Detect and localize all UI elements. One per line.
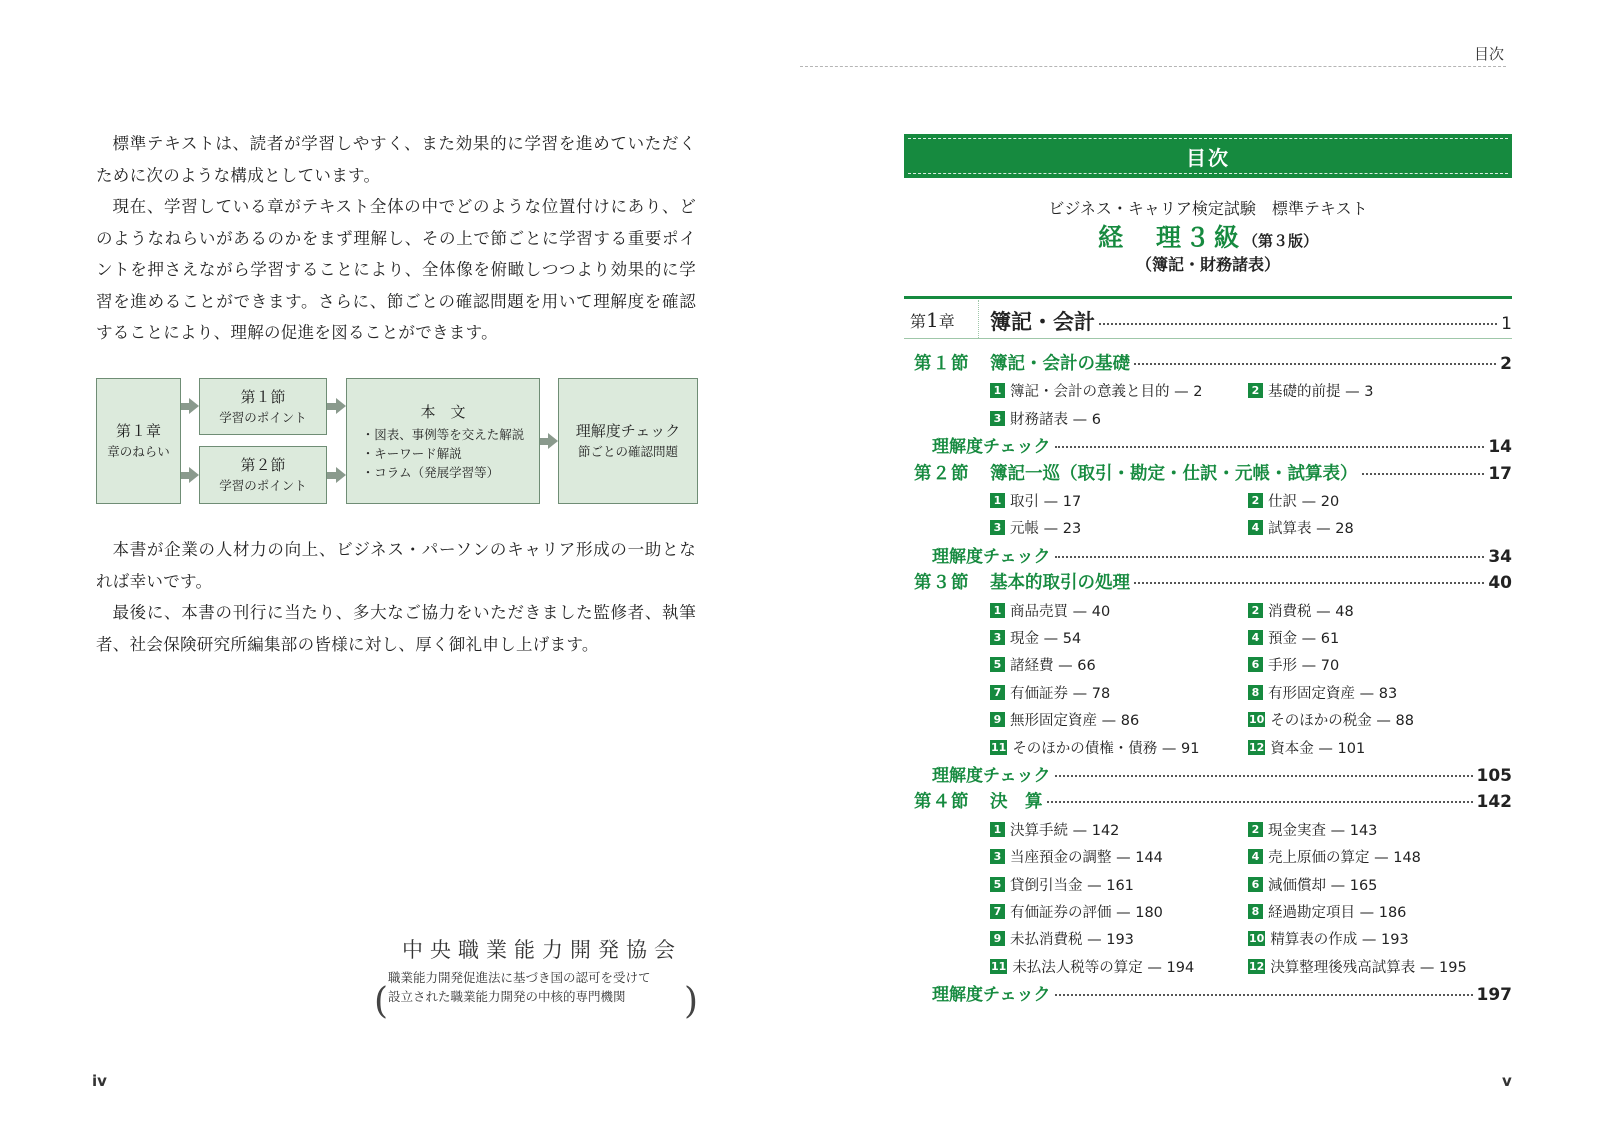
preface-closing: [96, 534, 696, 660]
item-label: 精算表の作成 — 193: [1270, 932, 1409, 949]
paren-close: ): [684, 981, 699, 1022]
toc-subsection-item[interactable]: [990, 709, 1139, 730]
toc-subsection-item[interactable]: [1248, 846, 1421, 867]
flow-box-check: [558, 378, 698, 504]
preface-paragraph: 標準テキストは、読者が学習しやすく、また効果的に学習を進めていただくために次のような構成としています。: [96, 134, 696, 185]
item-number-badge: 2: [1248, 603, 1263, 618]
toc-banner: [904, 134, 1512, 178]
item-number-badge: 1: [990, 383, 1005, 398]
toc-subsection-item[interactable]: [1248, 627, 1339, 648]
flow-box-title: 第１章: [115, 422, 161, 440]
item-number-badge: 10: [1249, 713, 1265, 727]
dot-leader: [1099, 323, 1497, 325]
item-number-badge: 7: [990, 904, 1005, 919]
book-edition: （第３版）: [1243, 232, 1319, 250]
item-label: 試算表 — 28: [1268, 521, 1354, 538]
flow-box-title: 第１節: [240, 387, 286, 406]
section-title: 決 算: [990, 792, 1043, 813]
toc-chapter-entry[interactable]: [990, 306, 1512, 336]
toc-check-entry[interactable]: [932, 542, 1512, 567]
item-label: 消費税 — 48: [1268, 603, 1354, 620]
item-number-badge: 3: [990, 849, 1005, 864]
item-label: 有形固定資産 — 83: [1268, 685, 1398, 702]
item-number-badge: 5: [990, 657, 1005, 672]
item-number-badge: 8: [1248, 904, 1263, 919]
toc-section-entry[interactable]: [914, 788, 1512, 813]
page-ref: 142: [1476, 792, 1512, 813]
preface-paragraph: 本書が企業の人材力の向上、ビジネス・パーソンのキャリア形成の一助となれば幸いです。: [96, 540, 696, 591]
item-label: 商品売買 — 40: [1010, 603, 1111, 620]
preface-body: [96, 128, 696, 349]
item-number-badge: 7: [990, 685, 1005, 700]
toc-subsection-item[interactable]: [990, 846, 1163, 867]
book-subtitle: ビジネス・キャリア検定試験 標準テキスト: [1048, 199, 1368, 218]
toc-subsection-item[interactable]: [1248, 517, 1354, 538]
item-label: 貸倒引当金 — 161: [1010, 877, 1134, 894]
flow-box-sub: 学習のポイント: [219, 478, 307, 493]
organization-description-line: 設立された職業能力開発の中核的専門機関: [388, 989, 626, 1004]
dot-leader: [1055, 446, 1485, 448]
item-label: 取引 — 17: [1010, 494, 1082, 510]
item-number-badge: 5: [990, 877, 1005, 892]
book-title-main: 経 理３級: [1097, 223, 1243, 252]
item-number-badge: 12: [1249, 959, 1265, 973]
item-number-badge: 1: [990, 822, 1005, 837]
flow-box-sub: 章のねらい: [107, 444, 170, 459]
toc-subsection-item[interactable]: [1248, 956, 1467, 977]
item-number-badge: 3: [990, 520, 1005, 535]
item-number-badge: 9: [990, 712, 1005, 727]
toc-subsection-item[interactable]: [990, 874, 1134, 895]
toc-check-entry[interactable]: [932, 761, 1512, 786]
dot-leader: [1134, 582, 1484, 584]
item-number-badge: 6: [1248, 877, 1263, 892]
flow-box-item: ・コラム（発展学習等）: [361, 464, 500, 480]
flow-box-section2: [199, 446, 327, 504]
item-label: 未払法人税等の算定 — 194: [1012, 959, 1195, 976]
dot-leader: [1362, 473, 1485, 475]
toc-subsection-item[interactable]: [1248, 682, 1397, 703]
item-number-badge: 11: [991, 959, 1007, 973]
toc-subsection-item[interactable]: [990, 956, 1194, 977]
toc-section-entry[interactable]: [914, 350, 1512, 375]
toc-subsection-item[interactable]: [990, 737, 1199, 758]
item-label: 有価証券の評価 — 180: [1010, 905, 1163, 921]
item-label: そのほかの債権・債務 — 91: [1012, 740, 1200, 757]
flow-box-section1: [199, 378, 327, 435]
item-label: 売上原価の算定 — 148: [1268, 850, 1421, 867]
preface-paragraph: 現在、学習している章がテキスト全体の中でどのような位置付けにあり、どのようなねらいがあるのかをまず理解し、その上で節ごとに学習する重要ポイントを押さえながら学習することにより、全体像を俯瞰しつつより効果的に学習を進めることができます。さらに、節ごとの確認問題を用いて理解度を確認することにより、理解の促進を図ることができます。: [96, 197, 696, 342]
item-number-badge: 4: [1248, 520, 1263, 535]
toc-section-entry[interactable]: [914, 460, 1512, 485]
header-divider: [800, 66, 1506, 67]
toc-subsection-item[interactable]: [990, 928, 1134, 949]
dot-leader: [1055, 556, 1485, 558]
check-label: 理解度チェック: [932, 766, 1051, 786]
section-number: 第４節: [914, 792, 970, 813]
chapter-title: 簿記・会計: [990, 310, 1095, 334]
check-label: 理解度チェック: [932, 546, 1051, 567]
organization-name: 中央職業能力開発協会: [402, 938, 682, 962]
item-number-badge: 3: [990, 411, 1005, 426]
item-label: 未払消費税 — 193: [1010, 932, 1134, 949]
item-label: 基礎的前提 — 3: [1268, 384, 1374, 401]
flow-box-sub: 学習のポイント: [219, 409, 307, 425]
item-label: 無形固定資産 — 86: [1010, 713, 1140, 730]
toc-subsection-item[interactable]: [990, 654, 1096, 675]
flow-box-title: 本 文: [420, 402, 466, 421]
page-ref: 14: [1488, 437, 1512, 458]
chapter-rule-bottom: [904, 338, 1512, 339]
toc-subsection-item[interactable]: [1248, 380, 1373, 401]
item-label: 有価証券 — 78: [1010, 685, 1111, 702]
item-number-badge: 1: [990, 603, 1005, 618]
paren-open: (: [374, 981, 389, 1022]
toc-banner-label: 目次: [1186, 145, 1230, 170]
dot-leader: [1134, 363, 1496, 365]
page-ref: 34: [1488, 546, 1512, 567]
check-label: 理解度チェック: [932, 985, 1051, 1006]
toc-subsection-item[interactable]: [990, 490, 1081, 511]
page-ref: 40: [1488, 573, 1512, 594]
item-label: 減価償却 — 165: [1268, 877, 1378, 894]
dot-leader: [1055, 994, 1473, 996]
toc-subsection-item[interactable]: [1248, 600, 1354, 621]
section-title: 簿記一巡（取引・勘定・仕訳・元帳・試算表）: [990, 463, 1358, 484]
toc-subsection-item[interactable]: [990, 517, 1081, 538]
item-number-badge: 2: [1248, 383, 1263, 398]
item-number-badge: 9: [990, 931, 1005, 946]
toc-subsection-item[interactable]: [990, 627, 1081, 648]
flow-box-title: 第２節: [240, 456, 286, 474]
toc-subsection-item[interactable]: [990, 819, 1119, 840]
toc-subsection-item[interactable]: [1248, 901, 1406, 922]
item-number-badge: 11: [991, 740, 1007, 754]
item-number-badge: 2: [1248, 493, 1263, 508]
flow-box-chapter: [96, 378, 181, 504]
book-title: [904, 218, 1512, 254]
page-ref: 2: [1500, 354, 1512, 374]
flow-box-item: ・キーワード解説: [361, 445, 462, 461]
item-number-badge: 4: [1248, 630, 1263, 645]
section-title: 簿記・会計の基礎: [990, 354, 1130, 374]
page-ref: 17: [1488, 463, 1512, 484]
section-title: 基本的取引の処理: [990, 573, 1130, 594]
toc-section-entry[interactable]: [914, 569, 1512, 594]
toc-subsection-item[interactable]: [1248, 654, 1339, 675]
item-number-badge: 6: [1248, 657, 1263, 672]
page-ref: 105: [1476, 766, 1512, 786]
toc-subsection-item[interactable]: [990, 682, 1110, 703]
item-label: そのほかの税金 — 88: [1270, 713, 1414, 730]
page-ref: 197: [1476, 985, 1512, 1006]
item-number-badge: 1: [990, 493, 1005, 508]
item-label: 仕訳 — 20: [1268, 494, 1340, 510]
item-number-badge: 3: [990, 630, 1005, 645]
organization-description-line: 職業能力開発促進法に基づき国の認可を受けて: [388, 970, 651, 985]
book-title-paren: （簿記・財務諸表）: [1135, 255, 1280, 274]
item-label: 経過勘定項目 — 186: [1268, 905, 1407, 921]
page-number-left: iv: [92, 1072, 107, 1090]
item-label: 諸経費 — 66: [1010, 658, 1096, 675]
chapter-separator: [978, 300, 979, 338]
toc-check-entry[interactable]: [932, 432, 1512, 457]
page-number-right: v: [1502, 1072, 1512, 1090]
item-label: 簿記・会計の意義と目的 — 2: [1010, 384, 1203, 401]
item-number-badge: 12: [1249, 740, 1265, 754]
page-ref: 1: [1501, 314, 1512, 334]
section-number: 第１節: [914, 354, 970, 374]
item-number-badge: 10: [1249, 932, 1265, 946]
check-label: 理解度チェック: [932, 437, 1051, 458]
preface-paragraph: 最後に、本書の刊行に当たり、多大なご協力をいただきました監修者、執筆者、社会保険研究所編集部の皆様に対し、厚く御礼申し上げます。: [96, 603, 696, 654]
item-number-badge: 2: [1248, 822, 1263, 837]
flow-box-title: 理解度チェック: [575, 422, 681, 440]
toc-subsection-item[interactable]: [990, 380, 1202, 401]
toc-subsection-item[interactable]: [990, 408, 1101, 429]
chapter-label: 第1章: [910, 308, 955, 332]
organization-description: [388, 968, 688, 1006]
flow-box-sub: 節ごとの確認問題: [577, 444, 678, 459]
item-label: 決算手続 — 142: [1010, 822, 1120, 839]
flow-box-body: [346, 378, 540, 504]
item-label: 資本金 — 101: [1270, 740, 1366, 757]
toc-subsection-item[interactable]: [990, 600, 1110, 621]
toc-subsection-item[interactable]: [1248, 490, 1339, 511]
section-number: 第２節: [914, 463, 970, 484]
flow-box-item: ・図表、事例等を交えた解説: [361, 426, 525, 442]
toc-subsection-item[interactable]: [990, 901, 1163, 922]
chapter-rule-top: [904, 296, 1512, 299]
item-number-badge: 8: [1248, 685, 1263, 700]
toc-check-entry[interactable]: [932, 980, 1512, 1005]
item-label: 現金実査 — 143: [1268, 822, 1378, 839]
section-number: 第３節: [914, 573, 970, 594]
toc-subsection-item[interactable]: [1248, 874, 1377, 895]
dot-leader: [1055, 775, 1473, 777]
toc-subsection-item[interactable]: [1248, 819, 1377, 840]
item-label: 当座預金の調整 — 144: [1010, 850, 1163, 867]
item-label: 決算整理後残高試算表 — 195: [1270, 959, 1467, 976]
toc-subsection-item[interactable]: [1248, 709, 1414, 730]
item-label: 現金 — 54: [1010, 631, 1082, 647]
item-label: 財務諸表 — 6: [1010, 411, 1101, 428]
dot-leader: [1047, 801, 1473, 803]
toc-subsection-item[interactable]: [1248, 928, 1409, 949]
item-label: 手形 — 70: [1268, 658, 1340, 675]
item-label: 預金 — 61: [1268, 631, 1340, 647]
running-header: 目次: [1473, 45, 1504, 63]
item-number-badge: 4: [1248, 849, 1263, 864]
toc-subsection-item[interactable]: [1248, 737, 1365, 758]
item-label: 元帳 — 23: [1010, 521, 1082, 538]
